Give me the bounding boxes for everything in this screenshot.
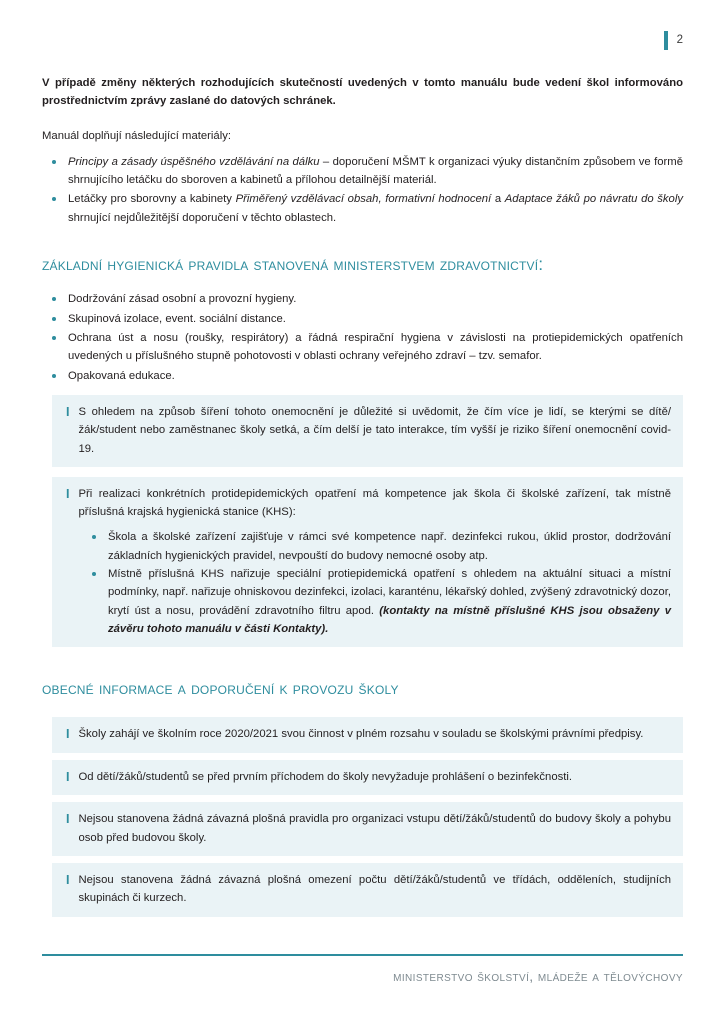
material-conjunction: a xyxy=(491,193,505,206)
general-callouts xyxy=(42,717,683,917)
page-content xyxy=(42,62,683,917)
callout-marker-icon: I xyxy=(66,404,70,419)
page-header xyxy=(42,0,683,62)
list-item: Opakovaná edukace. xyxy=(42,367,683,385)
callout-text: Nejsou stanovena žádná závazná plošná omezení počtu dětí/žáků/studentů ve třídách, odděleních, studijních skupinách či kurzech. xyxy=(78,873,671,905)
callout-text: S ohledem na způsob šíření tohoto onemocnění je důležité si uvědomit, že čím více je lidí, se kterými se dítě/žák/student nebo zaměstnanec školy setká, a čím delší je tato interakce, tím vyšší je riziko šíření onemocnění covid-19. xyxy=(78,405,671,455)
callout-box xyxy=(52,863,683,917)
hygiene-rules-list xyxy=(42,290,683,384)
callout-marker-icon: I xyxy=(66,726,70,741)
footer-divider xyxy=(42,954,683,956)
material-title-a: Přiměřený vzdělávací obsah, formativní hodnocení xyxy=(235,193,492,206)
list-item: Ochrana úst a nosu (roušky, respirátory) a řádná respirační hygiena v závislosti na protiepidemických opatřeních uvedených u příslušného stupně pohotovosti v oblasti ochrany veřejného zdraví – tzv. semafor. xyxy=(42,329,683,366)
list-item xyxy=(42,190,683,227)
section-heading-hygiene: základní hygienická pravidla stanovená ministerstvem zdravotnictví: xyxy=(42,253,544,274)
list-item xyxy=(82,528,671,565)
list-item: Skupinová izolace, event. sociální distance. xyxy=(42,310,683,328)
material-description: – doporučení MŠMT k organizaci výuky distančním způsobem ve formě shrnujícího letáčku do sboroven a kabinetů a přílohou detailnější materiál. xyxy=(68,155,683,186)
callout-text: Nejsou stanovena žádná závazná plošná pravidla pro organizaci vstupu dětí/žáků/studentů do budovy školy a pohybu osob před budovou školy. xyxy=(78,813,671,844)
page-number: 2 xyxy=(676,34,683,46)
callout-marker-icon: I xyxy=(66,872,70,887)
competence-school: Škola a školské zařízení zajišťuje v rámci své kompetence např. dezinfekci rukou, úklid prostor, dodržování základních hygienických pravidel, nevpouští do budovy nemocné osoby atp. xyxy=(108,531,671,562)
intro-paragraph: V případě změny některých rozhodujících skutečností uvedených v tomto manuálu bude vedení škol informováno prostřednictvím zprávy zaslané do datových schránek. xyxy=(42,77,683,108)
callout-marker-icon: I xyxy=(66,486,70,501)
callout-box xyxy=(52,802,683,856)
callout-text: Školy zahájí ve školním roce 2020/2021 svou činnost v plném rozsahu v souladu se školskými právními předpisy. xyxy=(78,727,644,740)
lead-paragraph: Manuál doplňují následující materiály: xyxy=(42,129,232,142)
section-heading-general: obecné informace a doporučení k provozu školy xyxy=(42,678,399,699)
competence-khs: Místně příslušná KHS nařizuje speciální protiepidemická opatření s ohledem na aktuální situaci a místní podmínky, např. nařizuje ohniskovou dezinfekci, izolaci, karanténu, lékařský dohled, zvýšený zdravotnický dozor, krytí úst a nosu, provádění zdravotního filtru apod. xyxy=(108,568,671,617)
page-number-marker xyxy=(664,31,683,50)
list-item xyxy=(42,153,683,190)
material-suffix: shrnující nejdůležitější doporučení v těchto oblastech. xyxy=(68,211,337,224)
material-title-b: Adaptace žáků po návratu do školy xyxy=(504,193,683,206)
callout-box xyxy=(52,717,683,753)
list-item xyxy=(82,565,671,638)
competences-list xyxy=(82,528,671,638)
callout-marker-icon: I xyxy=(66,769,70,784)
callout-text: Při realizaci konkrétních protidepidemických opatření má kompetence jak škola či školské zařízení, tak místně příslušná krajská hygienická stanice (KHS): xyxy=(78,487,671,519)
callout-box-competences xyxy=(52,477,683,647)
page-footer xyxy=(0,946,725,1024)
materials-list xyxy=(42,153,683,227)
list-item: Dodržování zásad osobní a provozní hygieny. xyxy=(42,290,683,308)
accent-bar-icon xyxy=(664,31,668,50)
callout-box xyxy=(52,760,683,796)
footer-organization: ministerstvo školství, mládeže a tělovýchovy xyxy=(393,968,683,984)
callout-box xyxy=(52,395,683,467)
callout-text: Od dětí/žáků/studentů se před prvním příchodem do školy nevyžaduje prohlášení o bezinfekčnosti. xyxy=(78,770,573,783)
material-prefix: Letáčky pro sborovny a kabinety xyxy=(68,193,236,206)
competence-khs-note: (kontakty na místně příslušné KHS jsou obsaženy v závěru tohoto manuálu v části Kontakty). xyxy=(108,604,671,635)
material-title: Principy a zásady úspěšného vzdělávání na dálku xyxy=(68,155,320,168)
callout-marker-icon: I xyxy=(66,812,70,827)
